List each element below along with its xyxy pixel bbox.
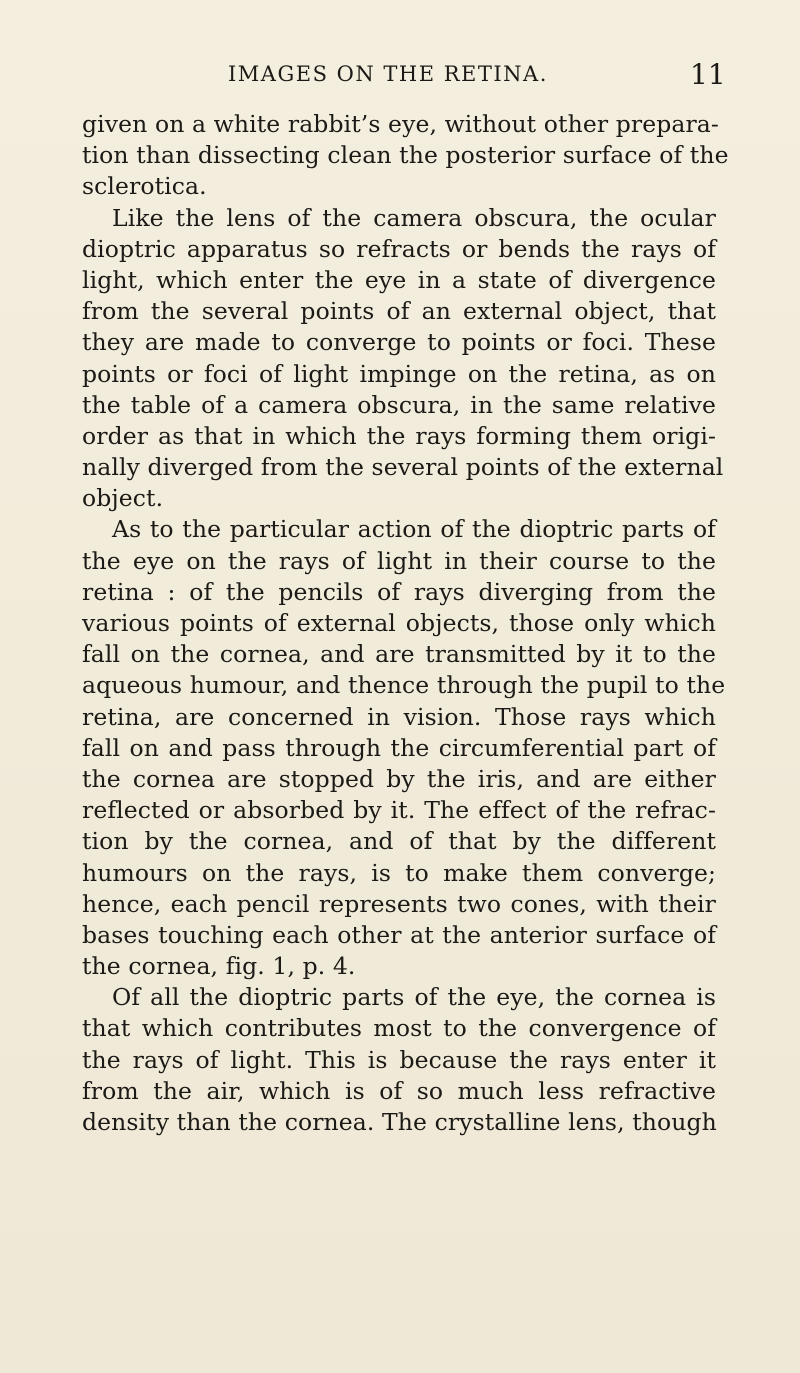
text-line: the cornea are stopped by the iris, and are either (82, 764, 716, 793)
text-line: light, which enter the eye in a state of divergence (82, 265, 716, 294)
text-line: humours on the rays, is to make them converge; (82, 858, 716, 887)
text-line: given on a white rabbit’s eye, without other prepara- (82, 110, 719, 138)
text-line: fall on and pass through the circumferential part of (82, 733, 716, 762)
text-line: retina : of the pencils of rays diverging from the (82, 577, 716, 606)
text-line: points or foci of light impinge on the retina, as on (82, 359, 716, 388)
text-line: that which contributes most to the convergence of (82, 1014, 716, 1043)
text-line: bases touching each other at the anterior surface of (82, 920, 716, 949)
text-line: As to the particular action of the dioptric parts of (112, 515, 716, 544)
text-line: sclerotica. (82, 172, 207, 201)
running-head (0, 58, 800, 94)
text-line: they are made to converge to points or foci. These (82, 328, 716, 357)
text-line: the rays of light. This is because the rays enter it (82, 1045, 716, 1074)
text-line: hence, each pencil represents two cones, with their (82, 889, 716, 918)
text-line: tion than dissecting clean the posterior surface of the (82, 141, 729, 170)
running-title: IMAGES ON THE RETINA. (228, 62, 548, 86)
text-line: aqueous humour, and thence through the pupil to the (82, 671, 726, 700)
text-line: order as that in which the rays forming them origi- (82, 421, 716, 450)
text-line: the eye on the rays of light in their course to the (82, 546, 716, 575)
text-line: Like the lens of the camera obscura, the ocular (112, 203, 716, 232)
text-line: reflected or absorbed by it. The effect of the refrac- (82, 796, 716, 825)
text-line: tion by the cornea, and of that by the different (82, 827, 716, 856)
text-line: nally diverged from the several points of the external (82, 453, 724, 482)
text-line: the cornea, fig. 1, p. 4. (82, 952, 356, 981)
text-line: from the air, which is of so much less refractive (82, 1076, 716, 1105)
text-line: from the several points of an external object, that (82, 297, 716, 326)
text-line: retina, are concerned in vision. Those rays which (82, 702, 716, 731)
text-line: density than the cornea. The crystalline lens, though (82, 1108, 717, 1136)
text-line: dioptric apparatus so refracts or bends the rays of (82, 234, 716, 263)
body-text (82, 109, 729, 1138)
text-line: Of all the dioptric parts of the eye, the cornea is (112, 983, 716, 1012)
text-line: object. (82, 484, 164, 513)
text-line: fall on the cornea, and are transmitted by it to the (82, 640, 716, 669)
text-line: various points of external objects, those only which (82, 609, 716, 637)
text-line: the table of a camera obscura, in the same relative (82, 390, 716, 419)
page-number: 11 (690, 58, 726, 91)
